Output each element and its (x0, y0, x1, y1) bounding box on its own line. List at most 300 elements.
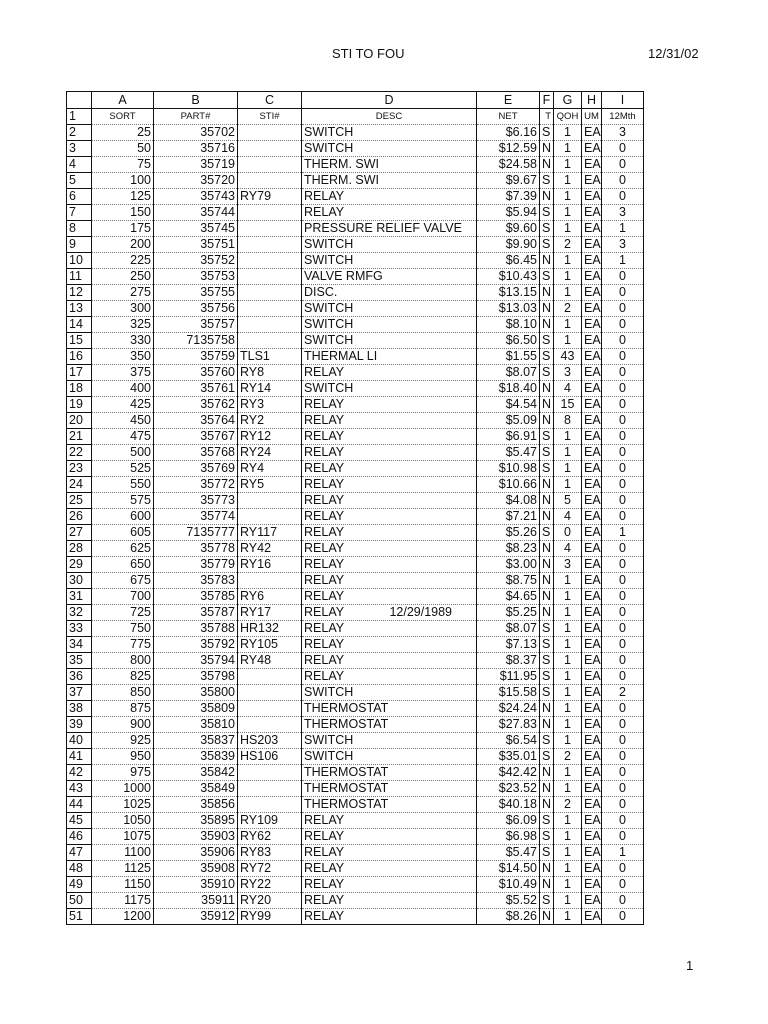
cell-part-number: 35774 (154, 509, 238, 525)
cell-net-price: $6.54 (477, 733, 540, 749)
cell-sort: 1025 (92, 797, 154, 813)
table-row (67, 541, 644, 557)
cell-qty-on-hand: 1 (554, 429, 582, 445)
cell-type: N (540, 141, 554, 157)
cell-unit: EA (582, 381, 602, 397)
description-note (452, 445, 474, 460)
cell-type: N (540, 397, 554, 413)
cell-qty-on-hand: 1 (554, 701, 582, 717)
cell-part-number: 35702 (154, 125, 238, 141)
cell-net-price: $10.66 (477, 477, 540, 493)
cell-type: N (540, 861, 554, 877)
row-number: 27 (67, 525, 92, 541)
cell-part-number: 35743 (154, 189, 238, 205)
table-row (67, 797, 644, 813)
cell-sti-number: RY24 (238, 445, 302, 461)
table-row (67, 845, 644, 861)
cell-sti-number (238, 285, 302, 301)
cell-unit: EA (582, 733, 602, 749)
description-text: RELAY (304, 509, 345, 523)
cell-net-price: $6.45 (477, 253, 540, 269)
cell-description (302, 685, 477, 701)
cell-description (302, 797, 477, 813)
cell-unit: EA (582, 413, 602, 429)
table-row (67, 349, 644, 365)
cell-description (302, 301, 477, 317)
cell-12-month: 0 (602, 621, 644, 637)
cell-type: S (540, 221, 554, 237)
cell-sort: 575 (92, 493, 154, 509)
row-number: 6 (67, 189, 92, 205)
column-letter: G (554, 92, 582, 109)
cell-12-month: 0 (602, 509, 644, 525)
cell-part-number: 35809 (154, 701, 238, 717)
description-note (452, 781, 474, 796)
cell-sti-number (238, 173, 302, 189)
cell-part-number: 35792 (154, 637, 238, 653)
cell-qty-on-hand: 43 (554, 349, 582, 365)
cell-12-month: 0 (602, 573, 644, 589)
cell-unit: EA (582, 845, 602, 861)
cell-sort: 850 (92, 685, 154, 701)
cell-sort: 825 (92, 669, 154, 685)
cell-qty-on-hand: 15 (554, 397, 582, 413)
cell-12-month: 0 (602, 717, 644, 733)
cell-unit: EA (582, 605, 602, 621)
cell-qty-on-hand: 1 (554, 269, 582, 285)
row-number: 29 (67, 557, 92, 573)
cell-12-month: 0 (602, 157, 644, 173)
cell-sort: 425 (92, 397, 154, 413)
cell-qty-on-hand: 1 (554, 317, 582, 333)
cell-qty-on-hand: 1 (554, 605, 582, 621)
row-number: 24 (67, 477, 92, 493)
description-text: THERMOSTAT (304, 701, 389, 715)
spreadsheet-table (66, 91, 644, 925)
cell-unit: EA (582, 477, 602, 493)
page-number: 1 (686, 958, 694, 973)
cell-net-price: $13.15 (477, 285, 540, 301)
cell-description (302, 621, 477, 637)
cell-net-price: $5.47 (477, 445, 540, 461)
cell-sort: 330 (92, 333, 154, 349)
cell-unit: EA (582, 397, 602, 413)
cell-sort: 525 (92, 461, 154, 477)
row-number: 47 (67, 845, 92, 861)
cell-part-number: 7135758 (154, 333, 238, 349)
header-12mth: 12Mth (602, 109, 644, 125)
table-row (67, 253, 644, 269)
cell-sti-number: RY20 (238, 893, 302, 909)
table-row (67, 141, 644, 157)
cell-sort: 325 (92, 317, 154, 333)
description-note (452, 829, 474, 844)
description-note (452, 845, 474, 860)
cell-description (302, 141, 477, 157)
cell-type: S (540, 525, 554, 541)
cell-description (302, 125, 477, 141)
cell-sort: 500 (92, 445, 154, 461)
cell-net-price: $5.94 (477, 205, 540, 221)
cell-12-month: 3 (602, 125, 644, 141)
cell-qty-on-hand: 3 (554, 557, 582, 573)
cell-net-price: $6.98 (477, 829, 540, 845)
cell-12-month: 0 (602, 141, 644, 157)
cell-type: S (540, 653, 554, 669)
cell-sort: 725 (92, 605, 154, 621)
cell-unit: EA (582, 205, 602, 221)
cell-12-month: 3 (602, 237, 644, 253)
cell-net-price: $5.47 (477, 845, 540, 861)
cell-qty-on-hand: 3 (554, 365, 582, 381)
cell-sti-number (238, 573, 302, 589)
row-number: 42 (67, 765, 92, 781)
table-row (67, 461, 644, 477)
cell-qty-on-hand: 4 (554, 381, 582, 397)
description-text: RELAY (304, 525, 345, 539)
cell-sort: 950 (92, 749, 154, 765)
cell-type: N (540, 541, 554, 557)
cell-net-price: $9.90 (477, 237, 540, 253)
description-text: RELAY (304, 557, 345, 571)
cell-sti-number (238, 157, 302, 173)
cell-net-price: $24.24 (477, 701, 540, 717)
cell-net-price: $14.50 (477, 861, 540, 877)
description-text: DISC. (304, 285, 338, 299)
cell-sti-number: RY22 (238, 877, 302, 893)
cell-description (302, 429, 477, 445)
description-note (452, 541, 474, 556)
description-note (452, 813, 474, 828)
description-note (452, 861, 474, 876)
description-text: SWITCH (304, 749, 354, 763)
cell-type: S (540, 269, 554, 285)
cell-type: N (540, 589, 554, 605)
cell-sti-number (238, 781, 302, 797)
description-text: RELAY (304, 477, 345, 491)
description-text: SWITCH (304, 333, 354, 347)
cell-qty-on-hand: 1 (554, 573, 582, 589)
cell-part-number: 35911 (154, 893, 238, 909)
cell-net-price: $5.26 (477, 525, 540, 541)
column-letter: I (602, 92, 644, 109)
description-note (452, 381, 474, 396)
row-number: 20 (67, 413, 92, 429)
description-note (452, 637, 474, 652)
print-date: 12/31/02 (648, 46, 699, 61)
cell-unit: EA (582, 349, 602, 365)
table-row (67, 381, 644, 397)
cell-sti-number: RY79 (238, 189, 302, 205)
description-note (452, 621, 474, 636)
cell-type: S (540, 349, 554, 365)
description-note (452, 173, 474, 188)
cell-type: S (540, 749, 554, 765)
cell-net-price: $1.55 (477, 349, 540, 365)
cell-12-month: 3 (602, 205, 644, 221)
cell-part-number: 35856 (154, 797, 238, 813)
cell-sort: 300 (92, 301, 154, 317)
cell-net-price: $35.01 (477, 749, 540, 765)
description-text: SWITCH (304, 317, 354, 331)
cell-qty-on-hand: 1 (554, 445, 582, 461)
cell-part-number: 35800 (154, 685, 238, 701)
cell-qty-on-hand: 4 (554, 509, 582, 525)
description-note (452, 797, 474, 812)
cell-12-month: 0 (602, 429, 644, 445)
table-row (67, 701, 644, 717)
row-number: 1 (67, 109, 92, 125)
cell-12-month: 0 (602, 493, 644, 509)
cell-type: N (540, 285, 554, 301)
cell-part-number: 35756 (154, 301, 238, 317)
cell-part-number: 35745 (154, 221, 238, 237)
cell-sti-number: RY105 (238, 637, 302, 653)
cell-12-month: 0 (602, 781, 644, 797)
cell-12-month: 0 (602, 797, 644, 813)
cell-sort: 975 (92, 765, 154, 781)
cell-12-month: 0 (602, 189, 644, 205)
cell-sort: 250 (92, 269, 154, 285)
cell-unit: EA (582, 909, 602, 925)
cell-type: N (540, 509, 554, 525)
table-row (67, 749, 644, 765)
cell-unit: EA (582, 445, 602, 461)
cell-qty-on-hand: 1 (554, 845, 582, 861)
cell-sort: 475 (92, 429, 154, 445)
cell-part-number: 35767 (154, 429, 238, 445)
cell-qty-on-hand: 1 (554, 685, 582, 701)
cell-sti-number (238, 237, 302, 253)
cell-type: S (540, 205, 554, 221)
description-note (452, 717, 474, 732)
cell-type: N (540, 157, 554, 173)
cell-net-price: $8.26 (477, 909, 540, 925)
row-number: 34 (67, 637, 92, 653)
cell-description (302, 445, 477, 461)
cell-12-month: 1 (602, 253, 644, 269)
row-number: 7 (67, 205, 92, 221)
cell-sti-number: RY3 (238, 397, 302, 413)
cell-type: S (540, 829, 554, 845)
cell-sort: 100 (92, 173, 154, 189)
description-note (452, 557, 474, 572)
cell-description (302, 221, 477, 237)
cell-qty-on-hand: 1 (554, 861, 582, 877)
cell-type: S (540, 125, 554, 141)
description-note (452, 349, 474, 364)
cell-net-price: $10.98 (477, 461, 540, 477)
cell-type: S (540, 365, 554, 381)
row-number: 49 (67, 877, 92, 893)
cell-description (302, 397, 477, 413)
description-text: SWITCH (304, 237, 354, 251)
cell-sort: 400 (92, 381, 154, 397)
column-letter: E (477, 92, 540, 109)
cell-part-number: 35906 (154, 845, 238, 861)
cell-sort: 600 (92, 509, 154, 525)
cell-unit: EA (582, 589, 602, 605)
cell-type: N (540, 413, 554, 429)
description-text: RELAY (304, 365, 345, 379)
cell-sort: 450 (92, 413, 154, 429)
cell-12-month: 0 (602, 397, 644, 413)
row-number: 9 (67, 237, 92, 253)
cell-part-number: 35719 (154, 157, 238, 173)
cell-qty-on-hand: 1 (554, 141, 582, 157)
table-row (67, 717, 644, 733)
cell-sort: 800 (92, 653, 154, 669)
cell-12-month: 0 (602, 365, 644, 381)
cell-description (302, 525, 477, 541)
cell-type: S (540, 669, 554, 685)
cell-sort: 775 (92, 637, 154, 653)
cell-net-price: $15.58 (477, 685, 540, 701)
column-letter-row (67, 92, 644, 109)
cell-sti-number (238, 797, 302, 813)
cell-description (302, 749, 477, 765)
description-text: SWITCH (304, 125, 354, 139)
table-row (67, 157, 644, 173)
cell-description (302, 845, 477, 861)
description-text: RELAY (304, 669, 345, 683)
description-note (452, 189, 474, 204)
cell-sti-number: RY72 (238, 861, 302, 877)
cell-unit: EA (582, 317, 602, 333)
cell-12-month: 0 (602, 653, 644, 669)
description-text: RELAY (304, 461, 345, 475)
cell-net-price: $6.16 (477, 125, 540, 141)
cell-sort: 1175 (92, 893, 154, 909)
cell-net-price: $8.23 (477, 541, 540, 557)
cell-sort: 675 (92, 573, 154, 589)
row-number: 40 (67, 733, 92, 749)
cell-net-price: $9.67 (477, 173, 540, 189)
cell-type: S (540, 685, 554, 701)
row-number: 25 (67, 493, 92, 509)
cell-net-price: $4.65 (477, 589, 540, 605)
description-note (452, 141, 474, 156)
cell-type: S (540, 429, 554, 445)
cell-unit: EA (582, 669, 602, 685)
table-row (67, 589, 644, 605)
cell-description (302, 157, 477, 173)
cell-sti-number: RY12 (238, 429, 302, 445)
description-text: RELAY (304, 893, 345, 907)
cell-12-month: 0 (602, 301, 644, 317)
cell-type: S (540, 237, 554, 253)
cell-qty-on-hand: 1 (554, 125, 582, 141)
cell-sort: 550 (92, 477, 154, 493)
description-text: RELAY (304, 605, 345, 619)
header-desc: DESC (302, 109, 477, 125)
cell-sort: 1150 (92, 877, 154, 893)
cell-12-month: 0 (602, 701, 644, 717)
column-letter: C (238, 92, 302, 109)
cell-qty-on-hand: 1 (554, 205, 582, 221)
table-row (67, 861, 644, 877)
row-number: 44 (67, 797, 92, 813)
description-note (452, 429, 474, 444)
table-row (67, 365, 644, 381)
description-note (452, 685, 474, 700)
cell-unit: EA (582, 877, 602, 893)
cell-description (302, 733, 477, 749)
cell-12-month: 1 (602, 525, 644, 541)
cell-part-number: 35768 (154, 445, 238, 461)
row-number: 26 (67, 509, 92, 525)
table-row (67, 685, 644, 701)
table-row (67, 477, 644, 493)
table-row (67, 269, 644, 285)
cell-unit: EA (582, 157, 602, 173)
row-number: 45 (67, 813, 92, 829)
cell-12-month: 0 (602, 333, 644, 349)
table-row (67, 669, 644, 685)
table-row (67, 909, 644, 925)
header-qoh: QOH (554, 109, 582, 125)
cell-description (302, 285, 477, 301)
cell-net-price: $42.42 (477, 765, 540, 781)
cell-unit: EA (582, 269, 602, 285)
corner-cell (67, 92, 92, 109)
row-number: 51 (67, 909, 92, 925)
cell-sort: 150 (92, 205, 154, 221)
table-row (67, 813, 644, 829)
row-number: 16 (67, 349, 92, 365)
description-note (452, 893, 474, 908)
description-text: SWITCH (304, 685, 354, 699)
cell-sort: 605 (92, 525, 154, 541)
column-letter: B (154, 92, 238, 109)
cell-unit: EA (582, 173, 602, 189)
description-note (452, 397, 474, 412)
row-number: 39 (67, 717, 92, 733)
cell-12-month: 0 (602, 541, 644, 557)
cell-type: S (540, 637, 554, 653)
row-number: 13 (67, 301, 92, 317)
cell-type: S (540, 813, 554, 829)
cell-sti-number: RY62 (238, 829, 302, 845)
description-text: SWITCH (304, 381, 354, 395)
cell-type: N (540, 781, 554, 797)
cell-part-number: 35849 (154, 781, 238, 797)
cell-sti-number (238, 333, 302, 349)
cell-description (302, 653, 477, 669)
row-number: 37 (67, 685, 92, 701)
cell-sti-number (238, 685, 302, 701)
cell-net-price: $5.09 (477, 413, 540, 429)
table-row (67, 333, 644, 349)
row-number: 4 (67, 157, 92, 173)
cell-net-price: $8.75 (477, 573, 540, 589)
cell-type: S (540, 845, 554, 861)
row-number: 11 (67, 269, 92, 285)
cell-unit: EA (582, 765, 602, 781)
cell-qty-on-hand: 5 (554, 493, 582, 509)
cell-net-price: $3.00 (477, 557, 540, 573)
cell-part-number: 35759 (154, 349, 238, 365)
cell-qty-on-hand: 2 (554, 237, 582, 253)
cell-sort: 750 (92, 621, 154, 637)
description-note (452, 269, 474, 284)
description-text: VALVE RMFG (304, 269, 383, 283)
cell-unit: EA (582, 493, 602, 509)
cell-unit: EA (582, 525, 602, 541)
cell-description (302, 781, 477, 797)
cell-part-number: 35753 (154, 269, 238, 285)
cell-sort: 1050 (92, 813, 154, 829)
